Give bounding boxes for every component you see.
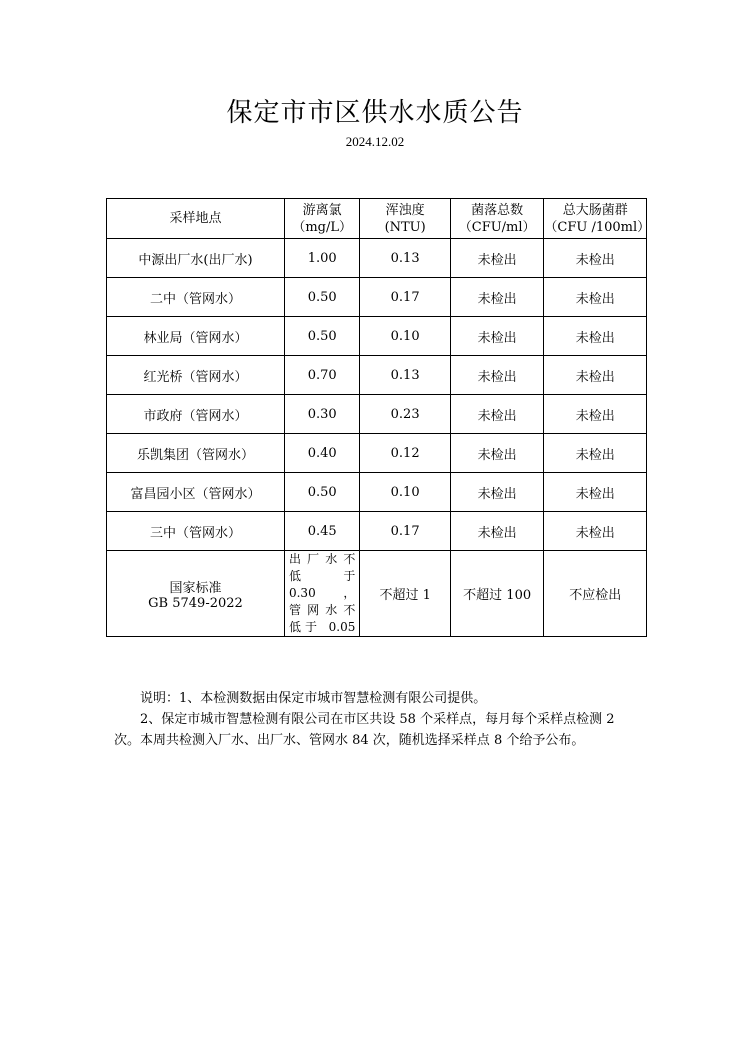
header-free-chlorine (284, 199, 359, 239)
standard-chlorine-line: 出 厂 水 不 (288, 552, 356, 566)
header-turbidity (360, 199, 451, 239)
standard-colonies-cell: 不超过 100 (450, 551, 544, 637)
site-cell: 中源出厂水(出厂水) (107, 239, 285, 278)
notes-section (114, 688, 644, 751)
colonies-cell: 未检出 (450, 239, 544, 278)
header-sampling-site (107, 199, 285, 239)
coliform-cell: 未检出 (544, 395, 647, 434)
standard-chlorine-line: 低于 0.05 (288, 620, 356, 634)
table-row (107, 395, 647, 434)
header-total-coliform (544, 199, 651, 239)
header-label: 采样地点 (169, 211, 222, 226)
table-row (107, 278, 647, 317)
table-row (107, 473, 647, 512)
turbidity-cell: 0.13 (360, 239, 451, 278)
turbidity-cell: 0.10 (360, 473, 451, 512)
header-label: 浑浊度 (385, 202, 425, 218)
turbidity-cell: 0.12 (360, 434, 451, 473)
colonies-cell: 未检出 (450, 512, 544, 551)
report-date: 2024.12.02 (345, 134, 405, 149)
site-cell: 市政府（管网水） (107, 395, 285, 434)
note-line-1: 说明：1、本检测数据由保定市城市智慧检测有限公司提供。 (140, 691, 487, 706)
colonies-cell: 未检出 (450, 356, 544, 395)
site-cell: 富昌园小区（管网水） (107, 473, 285, 512)
table-row (107, 512, 647, 551)
site-cell: 红光桥（管网水） (107, 356, 285, 395)
coliform-cell: 未检出 (544, 239, 647, 278)
colonies-cell: 未检出 (450, 434, 544, 473)
coliform-cell: 未检出 (544, 434, 647, 473)
header-colony-count (450, 199, 544, 239)
standard-chlorine-line: 管 网 水 不 (288, 603, 356, 617)
chlorine-cell: 0.30 (284, 395, 359, 434)
header-unit: (NTU) (384, 219, 426, 235)
coliform-cell: 未检出 (544, 473, 647, 512)
header-unit: （CFU/ml） (458, 219, 536, 235)
standard-turbidity-cell: 不超过 1 (360, 551, 451, 637)
turbidity-cell: 0.17 (360, 512, 451, 551)
chlorine-cell: 0.50 (284, 317, 359, 356)
coliform-cell: 未检出 (544, 278, 647, 317)
chlorine-cell: 0.50 (284, 278, 359, 317)
turbidity-cell: 0.23 (360, 395, 451, 434)
header-label: 总大肠菌群 (562, 202, 628, 218)
turbidity-cell: 0.13 (360, 356, 451, 395)
chlorine-cell: 0.50 (284, 473, 359, 512)
standard-name-cell (107, 551, 285, 637)
standard-code: GB 5749-2022 (148, 595, 243, 611)
header-label: 菌落总数 (471, 202, 524, 218)
chlorine-cell: 0.40 (284, 434, 359, 473)
table-row (107, 317, 647, 356)
table-header-row (107, 199, 647, 239)
site-cell: 二中（管网水） (107, 278, 285, 317)
coliform-cell: 未检出 (544, 356, 647, 395)
chlorine-cell: 1.00 (284, 239, 359, 278)
colonies-cell: 未检出 (450, 395, 544, 434)
standard-chlorine-cell (284, 551, 359, 637)
site-cell: 林业局（管网水） (107, 317, 285, 356)
table-row (107, 356, 647, 395)
chlorine-cell: 0.70 (284, 356, 359, 395)
table-row (107, 434, 647, 473)
header-unit: （CFU /100ml） (544, 219, 651, 235)
turbidity-cell: 0.17 (360, 278, 451, 317)
page-title: 保定市市区供水水质公告 (226, 98, 524, 128)
site-cell: 三中（管网水） (107, 512, 285, 551)
standard-coliform-cell: 不应检出 (544, 551, 647, 637)
table-row (107, 239, 647, 278)
coliform-cell: 未检出 (544, 512, 647, 551)
site-cell: 乐凯集团（管网水） (107, 434, 285, 473)
colonies-cell: 未检出 (450, 278, 544, 317)
turbidity-cell: 0.10 (360, 317, 451, 356)
water-quality-table (106, 198, 651, 637)
header-unit: （mg/L） (292, 219, 353, 235)
colonies-cell: 未检出 (450, 317, 544, 356)
standard-name: 国家标准 (169, 580, 222, 596)
coliform-cell: 未检出 (544, 317, 647, 356)
header-label: 游离氯 (302, 202, 342, 218)
standard-row (107, 551, 647, 637)
colonies-cell: 未检出 (450, 473, 544, 512)
note-line-2: 2、保定市城市智慧检测有限公司在市区共设 58 个采样点，每月每个采样点检测 2 次。本周共检测入厂水、出厂水、管网水 84 次，随机选择采样点 8 个给予公布。 (114, 712, 615, 748)
standard-chlorine-line: 低于 0.30， (288, 569, 356, 600)
chlorine-cell: 0.45 (284, 512, 359, 551)
